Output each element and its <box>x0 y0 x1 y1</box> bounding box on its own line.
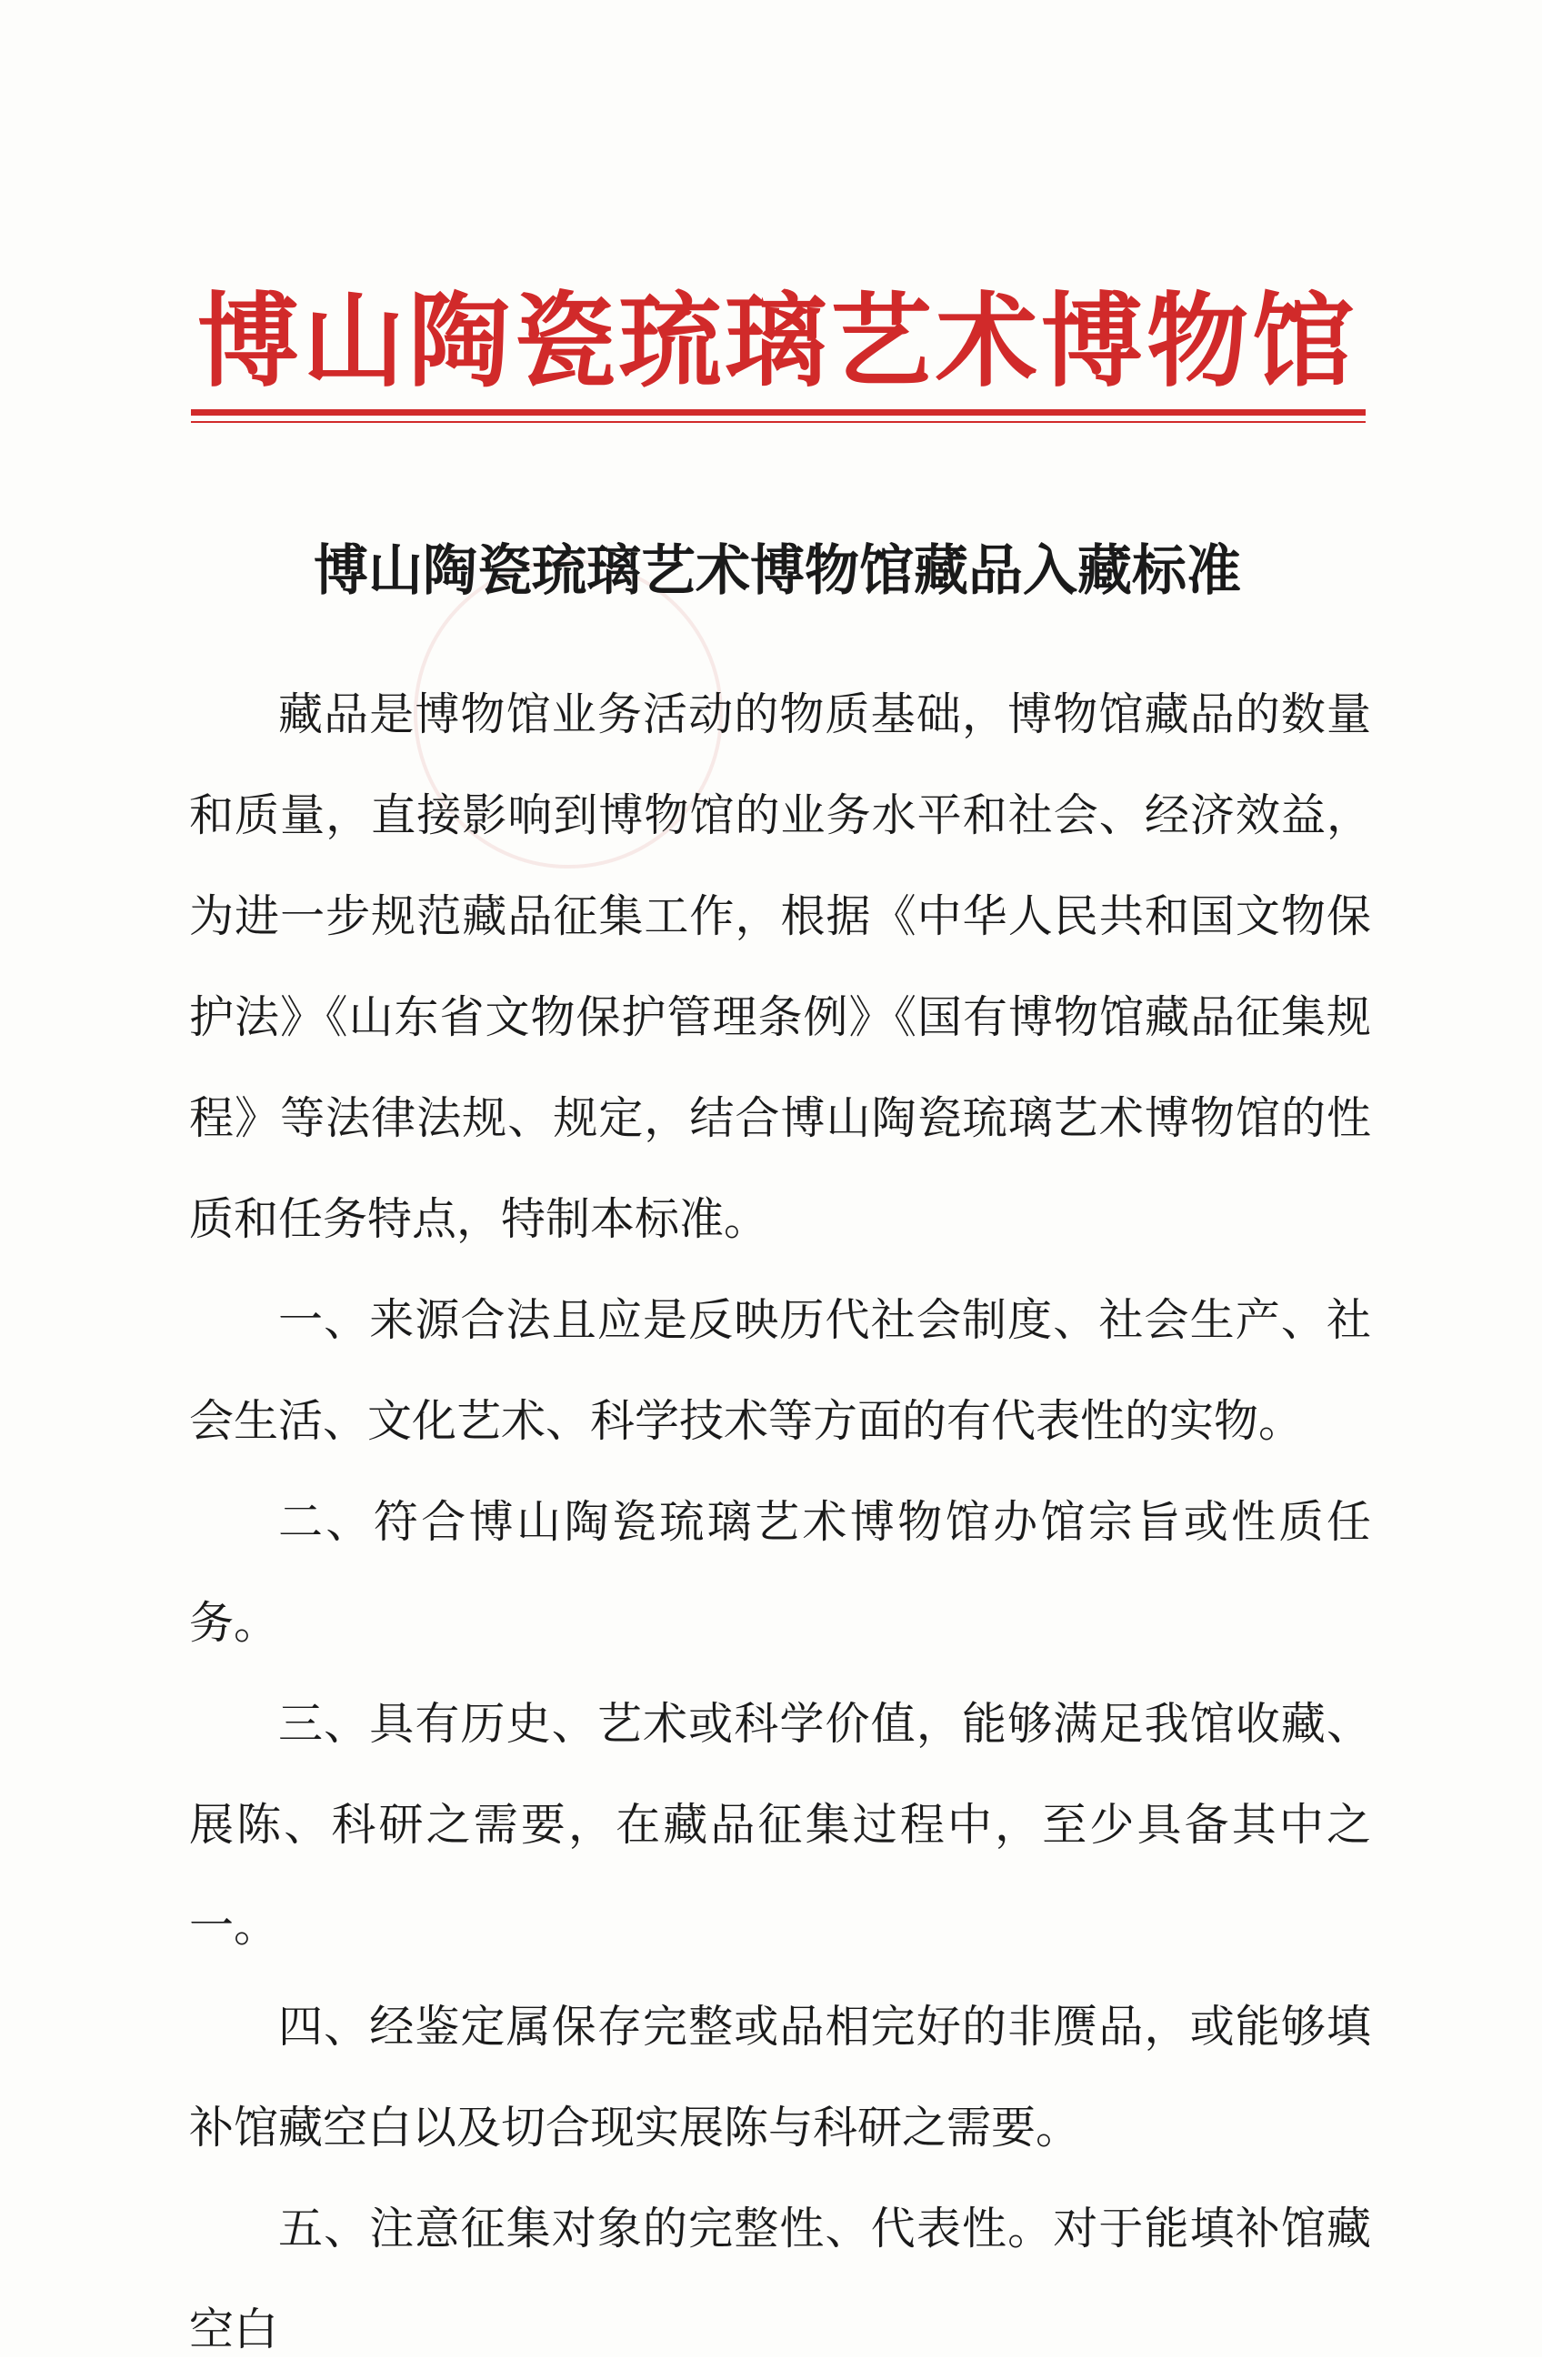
paragraph-item-2: 二、符合博山陶瓷琉璃艺术博物馆办馆宗旨或性质任务。 <box>189 1496 1371 1649</box>
letterhead-title: 博山陶瓷琉璃艺术博物馆 <box>197 282 1357 401</box>
document-title: 博山陶瓷琉璃艺术博物馆藏品入藏标准 <box>314 539 1241 603</box>
paragraph-item-3: 三、具有历史、艺术或科学价值，能够满足我馆收藏、展陈、科研之需要，在藏品征集过程中，至少具备其中之一。 <box>189 1698 1371 1952</box>
letterhead-rule-thin <box>191 421 1366 423</box>
paragraph-item-1: 一、来源合法且应是反映历代社会制度、社会生产、社会生活、文化艺术、科学技术等方面的有代表性的实物。 <box>189 1294 1371 1447</box>
letterhead-rule-thick <box>191 409 1366 416</box>
document-body <box>189 664 1371 2380</box>
paragraph-item-4: 四、经鉴定属保存完整或品相完好的非赝品，或能够填补馆藏空白以及切合现实展陈与科研之需要。 <box>189 2001 1371 2154</box>
paragraph-item-5: 五、注意征集对象的完整性、代表性。对于能填补馆藏空白 <box>189 2203 1371 2355</box>
paragraph-intro: 藏品是博物馆业务活动的物质基础，博物馆藏品的数量和质量，直接影响到博物馆的业务水平和社会、经济效益，为进一步规范藏品征集工作，根据《中华人民共和国文物保护法》《山东省文物保护管理条例》《国有博物馆藏品征集规程》等法律法规、规定，结合博山陶瓷琉璃艺术博物馆的性质和任务特点，特制本标准。 <box>189 688 1371 1245</box>
